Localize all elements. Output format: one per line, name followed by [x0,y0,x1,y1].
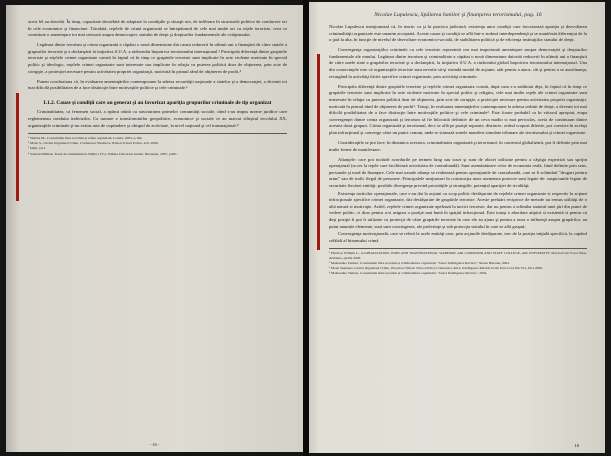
section-heading: I.1.2. Cauze şi condiţii care au generat şi au favorizat apariţia grupurilor criminale de tip organizat [43,99,272,106]
list-item: Alianţele: care pot include acordurile pe termen lung sau scurt şi sunt de obicei utilizate pentru a câştiga expertiză sau sprijin operaţional (acces la reţele care facilitează activitatea de contrabandă). Sunt asemănătoare celor de economia reală, fiind definite prin sens, personale şi mod de finanţare. Cele mai uzuale alianţe se realizează pentru operaţiunile de contrabandă, care ar fi schimbul "drogari pentru arme" sau de trafic ilegal de persoane. Principalele neajunsuri în construcţia unor asemenea protecte sunt legate de: suspiciunile legate de securitate fiecărei entităţi; posibile divergenţe privind priorităţile şi strategiile; potenţial apariţiei de rivalităţi; [329,156,587,189]
right-page [309,2,605,453]
paragraph: Consideraţiile se pot face, în dinamica acestora, criminalitatea organizată şi terorismul, în contextul globalizării, pot fi definite prin mai multe forme de manifestare: [329,140,587,152]
footnote: ⁴ Makarenko Tamara, Conexiunile între terorism şi criminalitatea organizată, "Jane's Intelligence Review", 2004. [329,271,488,276]
footnote: ¹ Harmon William L., GLOBALIZATION, WMD AND TRANSNATIONAL WARFARE, AIR COMMAND AND STAFF COLLEGE, AIR UNIVERSITY, Maxwell Air Force Base, Alabama, aprilie 2002. [329,251,587,260]
footnote: ² Makarenko Tamara, Conexiunile între terorism şi criminalitatea organizată, "Jane's Intelligence Review", Marea Britanie, 2004. [329,261,510,266]
paragraph: Legătura dintre terorism şi crima organizată a căpătat o nouă dimensiune din cauza reducerii în ultimii ani a finanţării de către statele a grupurilor teroriste şi a declanşării la iniţiativa S.U.A. a războiului împotriva terorismului internaţional.¹ Principala diferenţă dintre grupările teroriste şi reţelele crimei organizate constă în faptul că în timp ce grupările teroriste sunt implicate în acte violente motivate în special politic şi ideologic, reţelele crimei organizate sunt interesate sau implicate în relaţia cu puterea politică doar de obţinerea, prin acte de corupţie, a protecţiei necesare pentru activitatea propriei organizaţii, motivată în primul rând de obţinerea de profit.² [28,42,287,74]
right-page-margin-mark [317,54,320,250]
list-item: Existenţa tacticilor operaţionale, care s-au dat la acţiuni cu scop politic desfăşurate de reţelele crimei organizate si respectiv la acţiuni infracţionale specifice crimei organizate, dar desfăşurate de grupările teroriste. Aceste preluări reciproce de metode au remus utilităţi de o altă natură si motivaţie. Astfel, reţelele crimei organizate apelează la tactici teroriste, dar nu pentru a schimba statutul unei ţări din punct de vedere politic, ci doar pentru a-si asigura o poziţie mai bună în spaţiul infracţional. Este totuşi o abordare atipică si existentă si pentru că deşi poziţie îi pot fi utilizate cu protecţii de către grupările teroriste în care ele au ajuns şi pentru a avea o influenţă asupra grupărilor, au putut anumite elemente, sunt sunt convingerea, ale preferinţe şi sub protecţia statului în care se află grupul; [329,190,587,229]
left-page [6,5,303,452]
footnote: ⁴ Stanciu Emilian, Tratat de criminalistică, Ediţia a IV-a, Editura Universul Juridic, Bucureşti, 2007, p.661. [28,151,178,156]
left-page-number: - 16 - [149,442,160,447]
footnote: ³ Mona Stephens, Global Organized Crime, Woodrow Wilson School Policy Conference 4014, Intelligence Reform in the Post-Cold War Era, 6.01.2006. [329,266,543,271]
footnote: ² Mona S., Global Organized Crime, Conference Westbrow Wilson School Police, 4.01.1006. [28,141,159,146]
list-item: Convergenţa motivaţională, care se referă la acele entităţi care, prin acţiunile desfăşurate, trec de la poziţia iniţială specifică, la capătul celălalt al binomului crimă [329,231,587,243]
paragraph: Convergenţa organizaţiilor criminale cu cele teroriste reprezintă cea mai importantă ameninţare asupra democraţiei şi drepturilor fundamentale ale omului. Legătura dintre terorism şi criminalitate a căpătat o nouă dimensiune datorită reducerii în ultimii ani a finanţării de către unele state a grupărilor teroriste şi a declanşării, la iniţiativa S.U.A. a războiului global împotriva terorismului internaţional. Una din consecinţele este că organizaţiile teroriste sunt nevoite să-şi extindă modul de acţiune, atât pentru a ataca, cât şi pentru a se autofinanţa, recurgând la activităţi ilicite specifice crimei organizate, prin activităţi criminale. [329,47,587,79]
paragraph: Criminalitatea, ca fenomen social, a apărut odată cu structurarea primelor comunităţi sociale, când s-au impus norme juridice care reglementau conduita indivizilor. Ca urmare a transformărilor geopolitice, economice şi sociale ce au marcat sfârşitul secolului XX, organizaţiile criminale şi-au extins aria de cuprindere şi câmpul de activitate, la nivel naţional şi cel transnaţional.⁴ [28,109,287,128]
paragraph: Principala diferenţă dintre grupările teroriste şi reţelele crimei organizate constă, după cum s-a subliniat deja, în faptul că în timp ce grupările teroriste sunt implicate în acte violente motivate în special politic şi religios, cele mai multe reţele ale crimei organizate sunt interesate în relaţia cu puterea politică doar de obţinerea, prin acte de corupţie, a protecţiei necesare pentru activitatea propriei organizaţii, motivată în primul rând de obţinerea de profit¹. Totuşi, în evaluarea ameninţărilor contemporane la adresa ordinii de drept, a devenit tot mai dificilă posibilitatea de a face distincţie între motivaţiile politice şi cele criminale². Este foarte probabil ca în viitorul apropiat, etapa convergenţei dintre crima organizată şi terorism să fie înlocuită definitiv de un ceva madio si mai periculos, aceia de continuum dintre acestea două grupuri. Crima organizată şi terorismul, deci se află pe poziţii separate, distincte, având scopuri diferite, pot coexista în acelaşi plan infracţional şi converge către un punct comun, unde se situează zonele manifest simulate tributare ale terorismului şi crimei organizate. [329,83,587,135]
running-header: Nicolae Lupulescu, Spălarea banilor şi finanţarea terorismului, pag. 16 [374,12,542,18]
paragraph: Putem concluziona că, în evaluarea ameninţărilor contemporane la adresa securităţii naţionale a statelor şi a democraţiei, a devenit tot mai dificilă posibilitatea de a face distincţie între motivaţiile politice şi cele criminale.³ [28,78,287,91]
footnote: ¹ Tamara M., Conexiunile între terorism şi crima organizată, Londra, 2004, p.184. [28,136,143,141]
paragraph: acest fel au dovedit. În timp, capacitate deosebită de adaptare la condiţiile şi situaţii noi, de infiltrare în structurile politice de conducere ori în cele economice şi financiare. Totodată, reţelele de crimă organizată se întrepătrund de cele mai multe ori cu reţele teroriste, ceea ce constituie o ameninţare tot mai serioasă asupra democraţiei, statului de drept şi drepturilor fundamentale ale cetăţeanului. [28,19,287,38]
right-page-footnotes [329,248,587,275]
right-page-number: 16 [574,443,579,448]
footnote: ³ Idem, p.61. [28,146,46,151]
paragraph: Nicolae Lupulescu menţionează că, în teorie, ca şi în practica judiciară, existenţa unor condiţii care favorizează apariţia şi dezvoltarea criminalităţii organizate este unanim acceptată. Aceste cauze şi condiţii se află într-o strânsă interdependenţă şi se manifestă diferenţiat de la o ţară la alta, în funcţie de nivelul de dezvoltare economico-socială, de stabilitatea politică şi de eficienţa instituţiilor statului de drept. [329,24,587,43]
left-page-footnotes [28,133,287,156]
left-page-margin-mark [16,93,19,201]
